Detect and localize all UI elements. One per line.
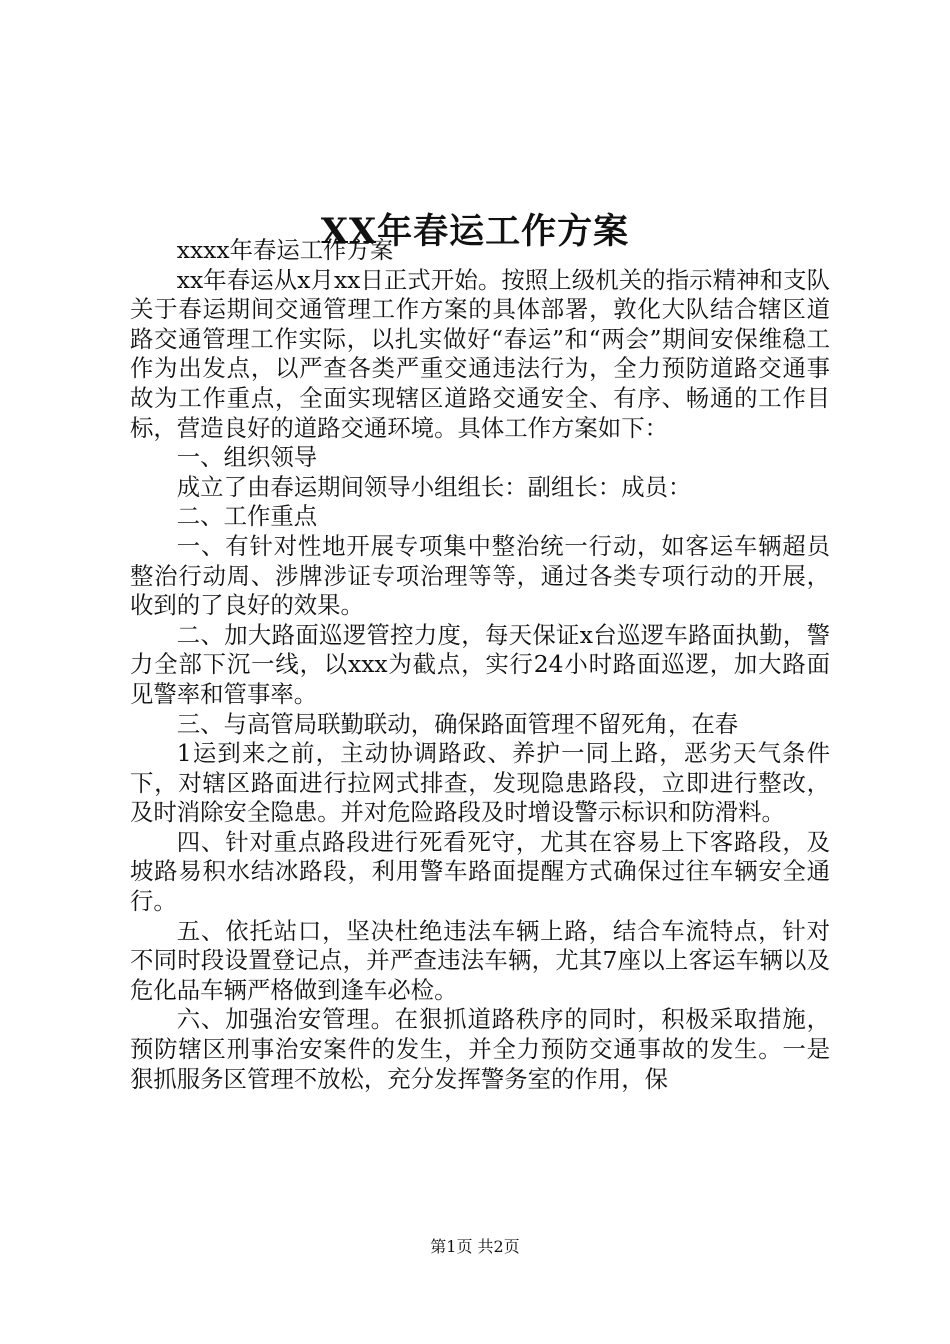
paragraph-item-6: 六、加强治安管理。在狠抓道路秩序的同时，积极采取措施，预防辖区刑事治安案件的发生，并全力预防交通事故的发生。一是狠抓服务区管理不放松，充分发挥警务室的作用，保 [130,1005,830,1093]
heading-work-focus: 二、工作重点 [176,502,318,531]
document-title: XX年春运工作方案 [320,211,630,253]
paragraph-item-3: 三、与高管局联勤联动，确保路面管理不留死角，在春 [176,709,739,738]
paragraph-item-1: 一、有针对性地开展专项集中整治统一行动，如客运车辆超员整治行动周、涉牌涉证专项治理等等，通过各类专项行动的开展，收到的了良好的效果。 [130,531,830,620]
heading-organization: 一、组织领导 [176,443,318,472]
paragraph-item-5: 五、依托站口，坚决杜绝违法车辆上路，结合车流特点，针对不同时段设置登记点，并严查违法车辆，尤其7座以上客运车辆以及危化品车辆严格做到逢车必检。 [130,916,830,1004]
paragraph-item-2: 二、加大路面巡逻管控力度，每天保证x台巡逻车路面执勤，警力全部下沉一线，以xxx为截点，实行24小时路面巡逻，加大路面见警率和管事率。 [130,620,830,708]
page-number-footer: 第1页 共2页 [430,1237,520,1256]
paragraph-subtitle: xxxx年春运工作方案 [176,236,394,264]
paragraph-item-3-continued: 1运到来之前，主动协调路政、养护一同上路，恶劣天气条件下，对辖区路面进行拉网式排查，发现隐患路段，立即进行整改，及时消除安全隐患。并对危险路段及时增设警示标识和防滑料。 [130,739,830,827]
document-body [130,236,830,1094]
paragraph-intro: xx年春运从x月xx日正式开始。按照上级机关的指示精神和支队关于春运期间交通管理工作方案的具体部署，敦化大队结合辖区道路交通管理工作实际，以扎实做好“春运”和“两会”期间安保维稳工作为出发点，以严查各类严重交通违法行为，全力预防道路交通事故为工作重点，全面实现辖区道路交通安全、有序、畅通的工作目标，营造良好的道路交通环境。具体工作方案如下： [130,265,830,442]
paragraph-item-4: 四、针对重点路段进行死看死守，尤其在容易上下客路段，及坡路易积水结冰路段，利用警车路面提醒方式确保过往车辆安全通行。 [130,827,830,916]
paragraph-leadership: 成立了由春运期间领导小组组长：副组长：成员： [176,472,692,501]
